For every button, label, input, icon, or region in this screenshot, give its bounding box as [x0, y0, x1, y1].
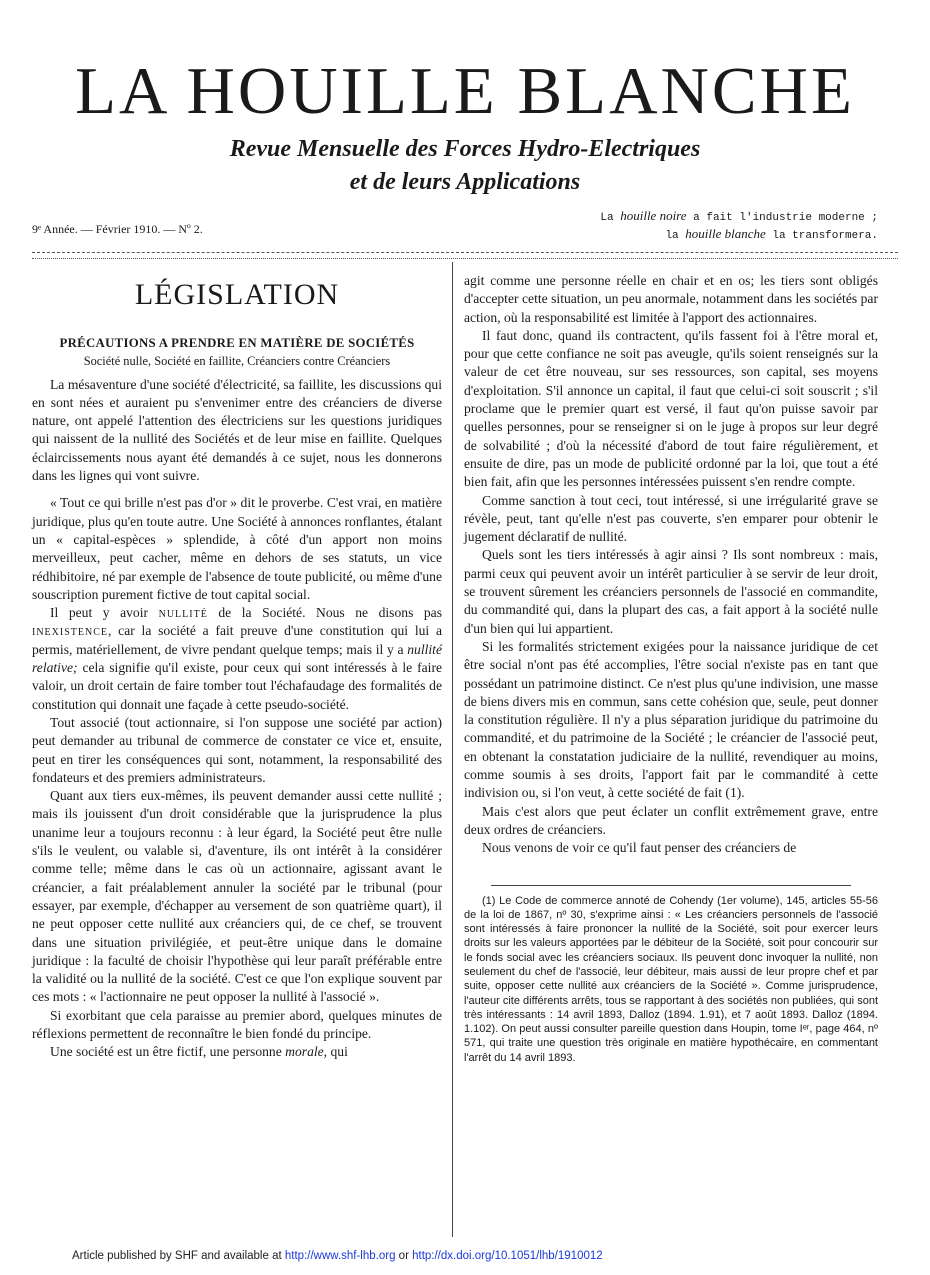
paragraph: Nous venons de voir ce qu'il faut penser des créanciers de	[482, 840, 797, 856]
paragraph: Si les formalités strictement exigées pour la naissance juridique de cet être social n'ont pas été accomplies, l'être social n'existe pas en tant que possédant un patrimoine distinct. Ce n'est plus qu'une indivision, une masse de biens divers mis en commun, sans cette cohésion que, seule, peut donner la constitution régulière. Il n'y a plus séparation juridique du patrimoine du commandité, et du patrimoine de la Société ; le créancier de l'associé peut, en obtenant la constatation judiciaire de la nullité, revendiquer au moins, comme soumis à ses droits, l'apport fait par le commandité à cette indivision ou, si l'on veut, à cette société de fait (1).	[464, 638, 878, 801]
paragraph: Quels sont les tiers intéressés à agir ainsi ? Ils sont nombreux : mais, parmi ceux qui peuvent avoir un intérêt particulier à se servir de leur droit, se trouvent sûrement les créanciers personnels de l'associé en commandite, du commandité qui, dans la plupart des cas, a fait apport à la société nulle d'un bien qui lui appartient.	[464, 547, 878, 636]
paragraph: « Tout ce qui brille n'est pas d'or » dit le proverbe. C'est vrai, en matière juridique, plus qu'en toute autre. Une Société à annonces ronflantes, étalant un « capital-espèces » splendide, à côté d'un apport non moins merveilleux, peut cacher, même en dehors de ses statuts, un vice rédhibitoire, né par exemple de l'absence de toute publicité, ou même d'une souscription purement fictive de tout capital social.	[32, 495, 442, 602]
motto-line2: la houille blanche la transformera.	[665, 226, 878, 242]
paragraph: Il peut y avoir nullité de la Société. Nous ne disons pas inexistence, car la société a fait preuve d'une constitution qui lui a permis, matériellement, de vivre pendant quelque temps; mais il y a nullité relative; cela signifie qu'il existe, pour ceux qui sont intéressés à le faire valoir, un droit certain de faire tomber tout l'échafaudage des formalités de constitution qui donnait une façade à cette pseudo-société.	[32, 605, 443, 712]
paragraph: agit comme une personne réelle en chair et en os; les tiers sont obligés d'accepter cette situation, un peu anormale, notamment dans les sociétés par action, où la responsabilité est limitée à l'apport des actionnaires.	[464, 273, 878, 325]
paragraph: Tout associé (tout actionnaire, si l'on suppose une société par action) peut demander au tribunal de commerce de constater ce vice et, ensuite, peut en tirer les conséquences qui sont, notamment, la responsabilité des fondateurs et des premiers administrateurs.	[32, 714, 442, 785]
section-title: LÉGISLATION	[134, 278, 340, 311]
header-divider-dotted	[32, 258, 898, 259]
masthead-subtitle-line2: et de leurs Applications	[349, 169, 581, 195]
paragraph: Une société est un être fictif, une personne morale, qui	[50, 1044, 348, 1060]
paragraph: Si exorbitant que cela paraisse au premier abord, quelques minutes de réflexions permettent de reconnaître le bien fondé du principe.	[32, 1007, 442, 1041]
paragraph: Il faut donc, quand ils contractent, qu'ils fassent foi à l'être moral et, pour que cette confiance ne soit pas aveugle, qu'ils soient renseignés sur la valeur de cet être nouveau, sur ses ressources, son capital, ses moyens d'exploitation. S'il annonce un capital, il faut que celui-ci soit souscrit ; s'il proclame que le premier quart est versé, il faut qu'on puisse savoir par quelles personnes, pour se renseigner si on le juge à propos sur leur degré de solvabilité ; d'où la nécessité d'abord de tout faire régulièrement, et ensuite de dire, pas un mode de publicité ordonné par la loi, que tout a été bien fait, afin que les personnes intéressées puissent s'en rendre compte.	[464, 327, 878, 490]
shf-link[interactable]: http://www.shf-lhb.org	[284, 1250, 396, 1262]
motto-line1: La houille noire a fait l'industrie moderne ;	[600, 208, 878, 224]
paragraph: Comme sanction à tout ceci, tout intéressé, si une irrégularité grave se révèle, peut, tant qu'elle n'est pas couverte, s'en emparer pour obtenir le jugement déclaratif de nullité.	[464, 492, 878, 545]
right-column	[464, 272, 878, 1065]
doi-link[interactable]: http://dx.doi.org/10.1051/lhb/1910012	[412, 1250, 603, 1262]
masthead-subtitle-line1: Revue Mensuelle des Forces Hydro-Electriques	[229, 136, 701, 162]
publication-note: Article published by SHF and available at http://www.shf-lhb.org or http://dx.doi.org/10.1051/lhb/1910012	[72, 1250, 603, 1262]
column-divider	[452, 262, 453, 1237]
issue-info: 9ᵉ Année. — Février 1910. — Nº 2.	[32, 222, 203, 236]
paragraph: Quant aux tiers eux-mêmes, ils peuvent demander aussi cette nullité ; mais ils jouissent d'un droit considérable que la jurisprudence la plus unanime leur a toujours reconnu : à leur égard, la Société peut être nulle s'ils le veulent, ou valable si, d'aventure, ils ont intérêt à la considérer comme telle; même dans le cas où un actionnaire, agissant avant le créancier, a fait préalablement annuler la société par le tribunal (pour essayer, par exemple, d'échapper au versement de son quatrième quart), il ne peut opposer cette nullité aux créanciers qui, de ce chef, se trouvent dans une situation privilégiée, et peut-être unique dans le domaine juridique : la faculté de choisir l'hypothèse qui leur paraît préférable entre la validité ou la nullité de la société. C'est ce que l'on explique souvent par ces mots : « l'actionnaire ne peut opposer la nullité à l'associé ».	[32, 788, 442, 1005]
footnote-divider	[491, 885, 851, 886]
article-title: PRÉCAUTIONS A PRENDRE EN MATIÈRE DE SOCIÉTÉS	[59, 336, 415, 350]
left-column	[32, 272, 442, 1062]
footnote: (1) Le Code de commerce annoté de Cohendy (1er volume), 145, articles 55-56 de la loi de 1867, nº 30, s'exprime ainsi : « Les créanciers personnels de l'associé sont intéressés à faire prononcer la nullité de la Société, soit pour exercer leurs droits sur les valeurs apportées par le débiteur de la Société, soit pour concourir sur le fonds social avec les créanciers sociaux. Ils peuvent donc invoquer la nullité, non seulement du chef de l'associé, leur débiteur, mais aussi de leur propre chef et par suite, opposer cette nullité aux créanciers de la Société ». Comme jurisprudence, l'auteur cite différents arrêts, tous se rapportant à des sociétés non publiées, qui sont très intéressants : 14 avril 1893, Dalloz (1894. 1.91), et 7 août 1893. Dalloz (1894. 1.102). On peut aussi consulter pareille question dans Houpin, tome Iᵉʳ, page 464, nº 571, qui traite une question très originale en matière hypothécaire, en commentant l'arrêt du 14 avril 1893.	[464, 894, 878, 1064]
header-divider	[32, 252, 898, 253]
paragraph: Mais c'est alors que peut éclater un conflit extrêmement grave, entre deux ordres de créanciers.	[464, 803, 878, 837]
masthead-title: LA HOUILLE BLANCHE	[75, 54, 855, 128]
motto	[600, 208, 878, 244]
article-subtitle: Société nulle, Société en faillite, Créanciers contre Créanciers	[83, 354, 391, 369]
paragraph: La mésaventure d'une société d'électricité, sa faillite, les discussions qui en sont nées et auraient pu s'envenimer entre des créanciers de diverse nature, ont appelé l'attention des électriciens sur les questions juridiques qui naissent de la nullité des Sociétés et de leur mise en faillite. Quelques éclaircissements nous ayant été demandés à ce sujet, nous les donnerons dans les lignes qui vont suivre.	[32, 376, 442, 484]
